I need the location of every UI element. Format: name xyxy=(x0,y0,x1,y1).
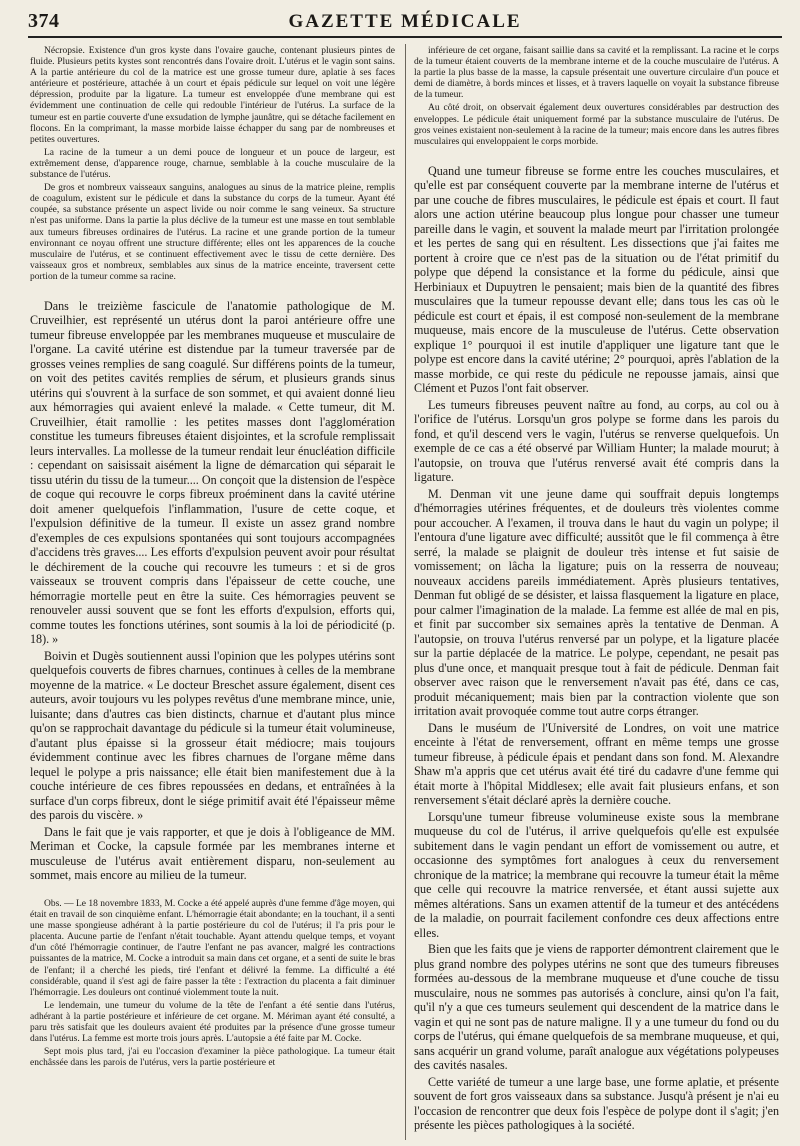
voluminous-tumor-paragraph: Lorsqu'une tumeur fibreuse volumineuse existe sous la membrane muqueuse du col de l'utérus, il arrive quelquefois qu'elle est expulsée subitement dans le vagin pendant un effort de vomissement ou autre, et occasionne des symptômes fort analogues à ceux du renversement chronique de la matrice; la membrane qui recouvre la tumeur était la même que celle qui recouvre la matrice renversée, et étant aussi sujette aux mêmes altérations. Sans un examen attentif de la tumeur et des antécédens de la maladie, on pourrait facilement confondre ces deux affections entre elles. xyxy=(414,809,779,940)
tumor-root-paragraph: La racine de la tumeur a un demi pouce de longueur et un pouce de largeur, est extrêmement dense, d'apparence rouge, charnue, semblable à la couche musculaire de la substance de l'utérus. xyxy=(30,147,395,181)
tumor-origin-paragraph: Les tumeurs fibreuses peuvent naître au fond, au corps, au col ou à l'orifice de l'utérus. Lorsqu'un gros polype se forme dans les parois du fond, et qu'il descend vers le vagin, l'utérus se renverse quelquefois. Un exemple de ce cas a été observé par William Hunter; la malade mourut; à l'autopsie, on trouva que l'utérus renversé avait été compris dans la ligature. xyxy=(414,397,779,485)
section-gap xyxy=(30,885,395,899)
next-day-paragraph: Le lendemain, une tumeur du volume de la tête de l'enfant a été sentie dans l'utérus, adhérant à la partie postérieure et inférieure de cet organe. M. Mériman ayant été consulté, a paru très satisfait que les douleurs avaient été produites par la présence d'une grosse tumeur dans l'utérus. La femme est morte trois jours après. L'autopsie a été faite par M. Cocke. xyxy=(30,1000,395,1045)
column-divider xyxy=(405,44,406,1140)
journal-title: GAZETTE MÉDICALE xyxy=(288,11,522,32)
continuation-paragraph: inférieure de cet organe, faisant saillie dans sa cavité et la remplissant. La racine et le corps de la tumeur étaient couverts de la membrane interne et de la couche musculaire de l'utérus. A la partie la plus basse de la masse, la capsule présentait une ouverture circulaire d'un pouce et demi de diamètre, à bords minces et lisses, et à travers laquelle on voyait la substance fibreuse de la tumeur. xyxy=(414,46,779,101)
necropsy-paragraph: Nécropsie. Existence d'un gros kyste dans l'ovaire gauche, contenant plusieurs pintes de fluide. Plusieurs petits kystes sont rencontrés dans l'ovaire droit. L'utérus et le vagin sont sains. A la partie antérieure du col de la matrice est une grosse tumeur dure, aplatie à ses faces antérieure et postérieure, attachée à un court et épais pédicule sur lequel on voit une légère dépression, produite par la ligature. La tumeur est enveloppée d'une membrane qui est évidemment une continuation de celle qui redouble l'intérieur de l'utérus. La surface de la tumeur est en partie couverte d'une exsudation de lymphe jaunâtre, qui se détache facilement en flocons. En la comprimant, la masse morbide laisse échapper du sang par de nombreuses et petites ouvertures. xyxy=(30,46,395,145)
denman-paragraph: M. Denman vit une jeune dame qui souffrait depuis longtemps d'hémorragies utérines fréquentes, et de douleurs très violentes comme pour accoucher. A l'examen, il trouva dans le haut du vagin un polype; il l'entoura d'une ligature avec difficulté; aussitôt que le fil commença à être serré, la malade se plaignit de douleur très intense et fut saisie de vomissement; on lâcha la ligature; puis on la resserra de nouveau; nouveaux accidens pareils immédiatement. Après plusieurs tentatives, Denman fut obligé de se désister, et laissa flasquement la ligature en place, pour calmer l'imagination de la malade. La femme est allée de mal en pis, et finit par succomber six semaines après la tentative de Denman. A l'autopsie, on trouva l'utérus renversé par un polype, et la ligature placée sur la partie déplacée de la matrice. Le polype, cependant, ne pesait pas plus d'une once, et manquait presque tout à fait de pédicule. Denman fait observer avec raison que le renversement n'avait pas été, dans ce cas, produit mécaniquement; mais bien par la contraction violente que son irritation avait provoquée comme tout autre corps étranger. xyxy=(414,486,779,719)
boivin-duges-paragraph: Boivin et Dugès soutiennent aussi l'opinion que les polypes utérins sont quelquefois couverts de fibres charnues, continues à celles de la membrane moyenne de la matrice. « Le docteur Breschet assure également, disent ces auteurs, avoir toujours vu les polypes revêtus d'une membrane mince, unie, luisante; dans d'autres cas bien distincts, charnue et d'autant plus mince qu'on se rapprochait davantage du pédicule si la tumeur était volumineuse, d'autant plus épaisse si la grosseur était médiocre; mais toujours évidemment continue avec les fibres charnues de l'organe même dans lequel le polype a pris naissance; elle était bien manifestement due à la couche intérieure de ces fibres repoussées en dedans, et entraînées à la surface d'un corps fibreux, dont le siége primitif avait été l'épaisseur même des parois du viscère. » xyxy=(30,648,395,823)
page-number: 374 xyxy=(28,10,60,32)
observation-paragraph: Obs. — Le 18 novembre 1833, M. Cocke a été appelé auprès d'une femme d'âge moyen, qui était en travail de son cinquième enfant. L'hémorragie était abondante; en la touchant, il a senti une masse spongieuse adhérant à la partie postérieure du col de l'utérus; il l'a pris pour le placenta. Aucune partie de l'enfant n'était touchable. Ayant attendu quelque temps, et voyant d'un côté l'hémorragie continuer, de l'autre l'enfant ne pas avancer, malgré les contractions puissantes de la matrice, M. Cocke a introduit sa main dans cet organe, et a senti de suite le bras de l'enfant; il a cherché les pieds, tiré l'enfant et délivré la femme. La difficulté a été considérable, quand il s'est agi de faire passer la tête : l'extraction du placenta a fait diminuer l'hémorragie. Les douleurs ont continué violemment toute la nuit. xyxy=(30,898,395,998)
fibrous-tumor-paragraph: Quand une tumeur fibreuse se forme entre les couches musculaires, et qu'elle est par conséquent couverte par la membrane interne de l'utérus et par une couche de fibres musculaires, le pédicule est épais et court. Il faut alors une action utérine beaucoup plus longue pour chasser une tumeur pareille dans le vagin, et souvent la malade meurt par l'irritation prolongée et les pertes de sang qui en résultent. Les dissections que j'ai faites me portent à croire que ce n'est pas de la situation ou de l'état primitif du polype que dépend la consistance et la forme du pédicule, ainsi que Herbiniaux et Dupuytren le pensaient; mais bien de la quantité des fibres musculaires que la tumeur repousse devant elle; dans tous les cas où le pédicule est court et épais, il est composé non-seulement de la membrane muqueuse, mais encore de la musculeuse de l'utérus. Cette observation explique 1° pourquoi il est inutile d'appliquer une ligature tant que le polype est encore dans la cavité utérine; 2° pourquoi, après l'ablation de la masse morbide, ce qui reste du pédicule ne repousse jamais, ainsi que Clément et Puzos l'ont fait observer. xyxy=(414,163,779,396)
page-header xyxy=(28,8,782,38)
cruveilhier-paragraph: Dans le treizième fascicule de l'anatomie pathologique de M. Cruveilhier, est représenté un utérus dont la paroi antérieure offre une tumeur fibreuse enveloppée par les membranes muqueuse et musculaire de l'organe. La cavité utérine est distendue par la tumeur traversée par de grosses veines remplies de sang coagulé. Sur différens points de la tumeur, on voit des petites cavités remplies de sérum, et plusieurs grands sinus utérins qui s'ouvrent à la surface de son sommet, et qui avaient donné lieu aux hémorragies qui avaient enlevé la malade. « Cette tumeur, dit M. Cruveilhier, était ramollie : les petites masses dont l'agglomération constitue les tumeurs fibreuses étaient disjointes, et la scrofule remplissait leurs intervalles. La mollesse de la tumeur rendait leur énucléation difficile : cependant on saisissait aisément la ligne de démarcation qui séparait le tissu utérin du tissu de la tumeur.... On conçoit que la distension de l'espèce de coque qui recouvre le corps fibreux proéminent dans la cavité utérine doit amener quelquefois l'inflammation, l'usure de cette coque, et l'expulsion définitive de la tumeur. Il existe un assez grand nombre d'exemples de ces expulsions spontanées qui sont toujours accompagnées d'accidens très graves.... Les efforts d'expulsion peuvent avoir pour résultat le déchirement de la couche qui recouvre les tumeurs : et si de gros vaisseaux se trouvent compris dans l'épaisseur de cette couche, une hémorragie mortelle peut en être la suite. Ces hémorragies peuvent se renouveler aussi souvent que se font les efforts d'expulsion, efforts qui, comme toutes les fonctions utérines, sont soumis à la loi de périodicité (p. 18). » xyxy=(30,298,395,647)
meriman-cocke-paragraph: Dans le fait que je vais rapporter, et que je dois à l'obligeance de MM. Meriman et Cocke, la capsule formée par les membranes interne et musculeuse de l'utérus avait entièrement disparu, non-seulement au sommet, mais encore au milieu de la tumeur. xyxy=(30,824,395,883)
section-gap xyxy=(30,285,395,299)
seven-months-paragraph: Sept mois plus tard, j'ai eu l'occasion d'examiner la pièce pathologique. La tumeur était enchâssée dans les parois de l'utérus, vers la partie postérieure et xyxy=(30,1047,395,1069)
right-column xyxy=(414,46,779,1140)
variety-paragraph: Cette variété de tumeur a une large base, une forme aplatie, et présente souvent de fort gros vaisseaux dans sa substance. Jusqu'à présent je n'ai eu l'occasion de rencontrer que deux fois l'espèce de polype dont il s'agit; j'en présente les pièces pathologiques à la société. xyxy=(414,1074,779,1133)
left-column xyxy=(30,46,395,1140)
vessels-paragraph: De gros et nombreux vaisseaux sanguins, analogues au sinus de la matrice pleine, remplis de coagulum, existent sur le pédicule et dans la substance du corps de la tumeur. Ayant été coupée, sa substance présente un aspect livide ou noir comme le sang veineux. Sa structure n'est pas uniforme. Dans la partie la plus déclive de la tumeur est une masse en tout semblable aux tumeurs fibreuses ordinaires de l'utérus. La racine et une grande portion de la tumeur environnant ce noyau offrent une structure différente; elles ont les apparences de la couche musculaire de l'utérus, et se continuent effectivement avec le tissu de cette dernière. Des vaisseaux gros et nombreux, semblables aux sinus de la matrice enceinte, traversent cette portion de la tumeur comme sa racine. xyxy=(30,183,395,282)
london-museum-paragraph: Dans le muséum de l'Université de Londres, on voit une matrice enceinte à l'état de renversement, offrant en même temps une grosse tumeur fibreuse, à pédicule épais et pendant dans son fond. M. Alexandre Shaw m'a appris que cet utérus avait été tiré du cadavre d'une femme qui était morte à l'hôpital Middlesex; elle avait fait plusieurs enfans, et son renversement s'était déclaré après la dernière couche. xyxy=(414,720,779,808)
right-side-paragraph: Au côté droit, on observait également deux ouvertures considérables par destruction des enveloppes. Le pédicule était uniquement formé par la substance musculaire de l'utérus. De gros veines existaient non-seulement à la racine de la tumeur; mais encore dans les autres fibres musculaires qui enveloppaient le corps morbide. xyxy=(414,103,779,147)
conclusion-paragraph: Bien que les faits que je viens de rapporter démontrent clairement que le plus grand nombre des polypes utérins ne sont que des tumeurs fibreuses formées au-dessous de la membrane muqueuse et d'une couche de tissu musculaire, nous ne sommes pas autorisés à conclure, ainsi qu'on l'a fait, qu'il n'y a que ces tumeurs seulement qui descendent de la matrice dans le vagin et qui ne sont pas de nature maligne. Il y a une tumeur du fond ou du corps de l'utérus, qui émane quelquefois de sa membrane muqueuse, et qui, sans acquérir un grand volume, paraît analogue aux végétations polypeuses des cavités nasales. xyxy=(414,942,779,1073)
section-gap xyxy=(414,150,779,164)
